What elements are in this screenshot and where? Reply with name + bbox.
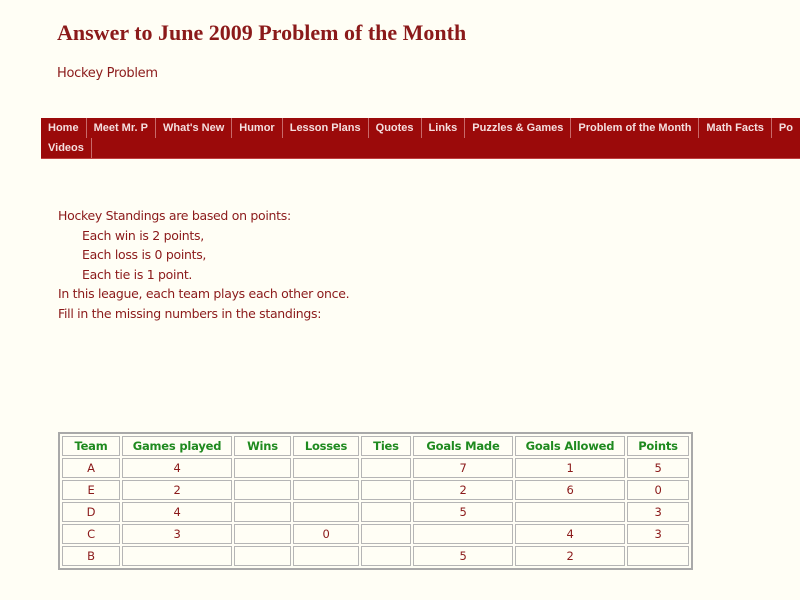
rule-win: Each win is 2 points, (82, 227, 204, 243)
nav-math-facts[interactable]: Math Facts (699, 118, 771, 138)
league-rule: In this league, each team plays each other once. (58, 286, 350, 301)
nav-videos[interactable]: Videos (41, 138, 92, 158)
page-title: Answer to June 2009 Problem of the Month (57, 20, 467, 45)
nav-whats-new[interactable]: What's New (156, 118, 232, 138)
cell-goals-made: 5 (413, 502, 513, 522)
cell-goals-allowed: 1 (515, 458, 625, 478)
col-points: Points (627, 436, 689, 456)
cell-wins (234, 546, 291, 566)
cell-wins (234, 524, 291, 544)
rule-loss: Each loss is 0 points, (82, 247, 207, 262)
instruction: Fill in the missing numbers in the standings: (58, 305, 322, 321)
cell-goals-made (413, 524, 513, 544)
nav-puzzles-games[interactable]: Puzzles & Games (465, 118, 571, 138)
cell-ties (361, 524, 411, 544)
nav-home[interactable]: Home (41, 118, 87, 138)
nav-lesson-plans[interactable]: Lesson Plans (283, 118, 369, 138)
cell-wins (234, 502, 291, 522)
cell-team: B (62, 546, 120, 566)
nav-humor[interactable]: Humor (232, 118, 282, 138)
cell-points (627, 546, 689, 566)
table-row (62, 480, 689, 500)
intro-line: Hockey Standings are based on points: (58, 208, 291, 223)
nav-row-2 (41, 138, 92, 158)
cell-points: 5 (627, 458, 689, 478)
cell-games-played: 2 (122, 480, 232, 500)
table-row (62, 502, 689, 522)
cell-goals-made: 7 (413, 458, 513, 478)
col-goals-made: Goals Made (413, 436, 513, 456)
cell-goals-allowed: 4 (515, 524, 625, 544)
main-nav (41, 118, 800, 159)
cell-goals-made: 5 (413, 546, 513, 566)
nav-po-truncated[interactable]: Po (778, 122, 793, 134)
cell-losses (293, 502, 359, 522)
cell-games-played: 3 (122, 524, 232, 544)
nav-meet-mr-p[interactable]: Meet Mr. P (87, 118, 156, 138)
table-row (62, 458, 689, 478)
cell-points: 0 (627, 480, 689, 500)
cell-wins (234, 480, 291, 500)
cell-losses: 0 (293, 524, 359, 544)
table-row (62, 524, 689, 544)
col-games-played: Games played (122, 436, 232, 456)
cell-goals-allowed (515, 502, 625, 522)
table-header-row (62, 436, 689, 456)
standings-table (58, 432, 693, 570)
cell-team: E (62, 480, 120, 500)
cell-games-played: 4 (122, 502, 232, 522)
cell-games-played (122, 546, 232, 566)
nav-problem-of-the-month[interactable]: Problem of the Month (571, 118, 699, 138)
cell-losses (293, 546, 359, 566)
col-goals-allowed: Goals Allowed (515, 436, 625, 456)
col-wins: Wins (234, 436, 291, 456)
cell-goals-allowed: 2 (515, 546, 625, 566)
cell-points: 3 (627, 502, 689, 522)
cell-wins (234, 458, 291, 478)
cell-goals-made: 2 (413, 480, 513, 500)
col-team: Team (62, 436, 120, 456)
table-row (62, 546, 689, 566)
problem-description (58, 206, 349, 323)
col-losses: Losses (293, 436, 359, 456)
cell-team: A (62, 458, 120, 478)
cell-losses (293, 458, 359, 478)
cell-goals-allowed: 6 (515, 480, 625, 500)
cell-ties (361, 480, 411, 500)
cell-team: C (62, 524, 120, 544)
cell-ties (361, 502, 411, 522)
nav-links[interactable]: Links (422, 118, 466, 138)
rule-tie: Each tie is 1 point. (82, 266, 193, 282)
cell-games-played: 4 (122, 458, 232, 478)
nav-quotes[interactable]: Quotes (369, 118, 422, 138)
cell-points: 3 (627, 524, 689, 544)
cell-ties (361, 546, 411, 566)
col-ties: Ties (361, 436, 411, 456)
cell-ties (361, 458, 411, 478)
nav-row-1 (41, 118, 800, 138)
cell-losses (293, 480, 359, 500)
cell-team: D (62, 502, 120, 522)
page-subtitle: Hockey Problem (57, 66, 158, 81)
